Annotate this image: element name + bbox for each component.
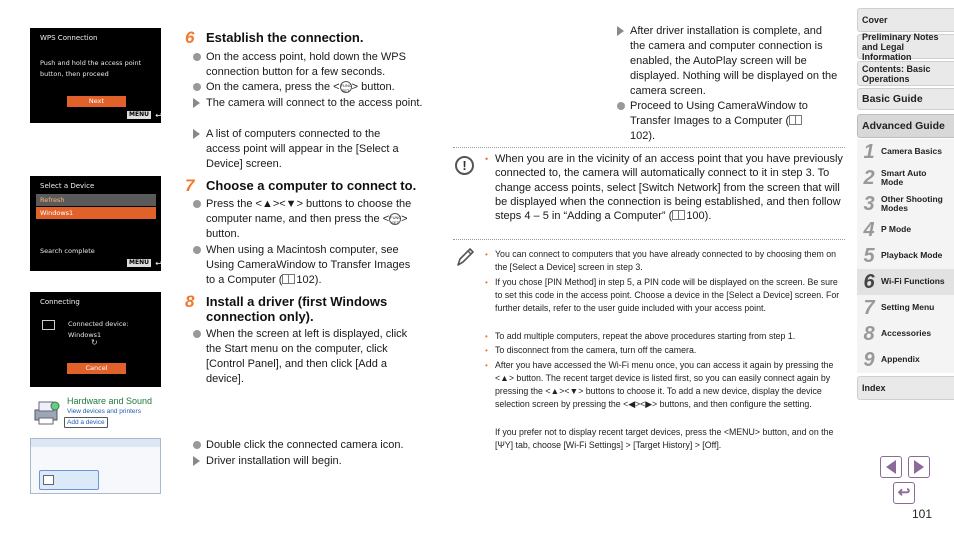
camera-row-refresh: Refresh bbox=[36, 194, 156, 206]
camera-screen-text: Push and hold the access point bbox=[40, 59, 142, 67]
arrow-left-icon bbox=[886, 460, 896, 474]
step-number: 6 bbox=[185, 28, 195, 47]
list-item: A list of computers connected to the access point will appear in the [Select a Device] screen. bbox=[193, 127, 413, 172]
nav-chapter-1[interactable]: 1 Camera Basics bbox=[857, 139, 954, 165]
camera-screen-connecting bbox=[30, 292, 161, 387]
camera-screen-title: WPS Connection bbox=[40, 34, 98, 42]
camera-screen-text: button, then proceed bbox=[40, 70, 109, 78]
list-item: Double click the connected camera icon. bbox=[193, 438, 423, 453]
chapter-number: 1 bbox=[863, 141, 875, 163]
bullet-icon: • bbox=[485, 250, 488, 259]
book-reference-icon bbox=[282, 274, 295, 284]
divider bbox=[453, 239, 845, 240]
page-reference[interactable]: 102 bbox=[630, 130, 649, 142]
caution-note: • When you are in the vicinity of an access point that you have previously connected to, the camera will automatically connect to it in step 3. To change access points, select [Switch Network] from the screen that will be displayed when the connection is being established, and then follow steps 4 – 5 in “Adding a Computer” ( 100). bbox=[485, 153, 843, 223]
step-number: 8 bbox=[185, 292, 195, 311]
result-arrow-icon bbox=[193, 96, 205, 113]
menu-button-label: MENU bbox=[129, 259, 149, 266]
note-item: If you prefer not to display recent target devices, press the <MENU> button, and on the [ΨΥ] tab, choose [Wi-Fi Settings] > [Target History] > [Off]. bbox=[495, 427, 834, 450]
camera-screen-title: Connecting bbox=[40, 298, 80, 306]
pencil-icon bbox=[455, 247, 475, 269]
note-item: • After you have accessed the Wi-Fi menu once, you can access it again by pressing the <▲> button. The recent target device is listed first, so you can easily connect again by pressing the <▲><▼> buttons to choose it. To add a new device, display the device selection screen by pressing the <◀><▶> buttons, and then configure the setting. bbox=[485, 360, 834, 409]
menu-button-label: MENU bbox=[129, 111, 149, 118]
step-title: Choose a computer to connect to. bbox=[206, 178, 417, 193]
nav-cover[interactable]: Cover bbox=[857, 8, 954, 32]
dialog-titlebar bbox=[31, 439, 160, 447]
chapter-number: 4 bbox=[863, 219, 875, 241]
camera-screen-text: Windows1 bbox=[68, 331, 102, 339]
camera-screen-text: Connected device: bbox=[68, 320, 129, 328]
add-device-dialog-image bbox=[30, 438, 161, 494]
control-panel-title: Hardware and Sound bbox=[67, 396, 153, 406]
next-page-button[interactable] bbox=[908, 456, 930, 478]
bullet-icon: • bbox=[485, 278, 488, 287]
book-reference-icon bbox=[789, 115, 802, 125]
page-number: 101 bbox=[912, 507, 933, 521]
camera-screen-wps bbox=[30, 28, 161, 123]
bullet-dot-icon bbox=[193, 50, 205, 66]
nav-chapter-7[interactable]: 7 Setting Menu bbox=[857, 295, 954, 321]
chapter-number: 5 bbox=[863, 245, 875, 267]
chapter-number: 6 bbox=[863, 271, 875, 293]
caution-icon: ! bbox=[455, 156, 474, 175]
dialog-text bbox=[31, 447, 160, 455]
nav-index[interactable]: Index bbox=[857, 376, 954, 400]
bullet-icon: • bbox=[485, 332, 488, 341]
bullet-dot-icon bbox=[617, 99, 629, 115]
nav-contents[interactable]: Contents: Basic Operations bbox=[857, 61, 954, 86]
nav-basic-guide[interactable]: Basic Guide bbox=[857, 88, 954, 110]
list-item: The camera will connect to the access point. bbox=[193, 96, 428, 111]
note-item: • You can connect to computers that you have already connected to by choosing them on the [Select a Device] screen in step 3. bbox=[485, 249, 837, 272]
list-item: On the camera, press the <FUNC SET > button. bbox=[193, 80, 428, 95]
nav-chapter-3[interactable]: 3 Other Shooting Modes bbox=[857, 191, 954, 217]
nav-chapter-9[interactable]: 9 Appendix bbox=[857, 347, 954, 373]
chapter-number: 2 bbox=[863, 167, 875, 189]
step-7-heading bbox=[185, 178, 416, 194]
control-panel-image bbox=[30, 395, 161, 431]
chapter-number: 9 bbox=[863, 349, 875, 371]
list-item: Press the <▲><▼> buttons to choose the computer name, and then press the <FUNC SET > button. bbox=[193, 197, 418, 242]
step-8-heading bbox=[185, 294, 425, 324]
func-set-button-icon: FUNC SET bbox=[390, 215, 402, 225]
step-6-heading bbox=[185, 30, 363, 46]
nav-chapter-4[interactable]: 4 P Mode bbox=[857, 217, 954, 243]
bullet-dot-icon bbox=[193, 80, 205, 96]
bullet-dot-icon bbox=[193, 327, 205, 343]
result-arrow-icon bbox=[193, 127, 205, 144]
bullet-dot-icon bbox=[193, 438, 205, 454]
bullet-icon: • bbox=[485, 346, 488, 355]
nav-chapter-8[interactable]: 8 Accessories bbox=[857, 321, 954, 347]
bullet-dot-icon bbox=[193, 243, 205, 259]
chapter-number: 3 bbox=[863, 193, 875, 215]
view-devices-link: View devices and printers bbox=[67, 408, 141, 415]
camera-device-icon bbox=[43, 475, 54, 485]
list-item: Driver installation will begin. bbox=[193, 454, 423, 469]
note-item: • To disconnect from the camera, turn off the camera. bbox=[485, 345, 697, 355]
back-arrow-icon: ↩ bbox=[155, 111, 162, 120]
bullet-icon: • bbox=[485, 154, 489, 164]
result-arrow-icon bbox=[617, 24, 629, 41]
list-item: On the access point, hold down the WPS connection button for a few seconds. bbox=[193, 50, 428, 80]
arrow-right-icon bbox=[914, 460, 924, 474]
note-item: • If you chose [PIN Method] in step 5, a PIN code will be displayed on the screen. Be sure to set this code in the access point. Choose a device in the [Select a Device] screen. For further details, refer to the user guide included with your access point. bbox=[485, 277, 840, 313]
loading-spinner-icon: ↻ bbox=[91, 338, 98, 347]
camera-row-device: Windows1 bbox=[36, 207, 156, 219]
step-number: 7 bbox=[185, 176, 195, 195]
camera-screen-status: Search complete bbox=[40, 247, 95, 255]
add-device-link: Add a device bbox=[64, 417, 108, 428]
bullet-icon: • bbox=[485, 361, 488, 370]
page-reference[interactable]: 102 bbox=[296, 274, 315, 286]
divider bbox=[453, 147, 845, 148]
func-set-button-icon: FUNC SET bbox=[340, 83, 352, 93]
camera-device-entry bbox=[39, 470, 99, 490]
nav-preliminary-notes[interactable]: Preliminary Notes and Legal Information bbox=[857, 34, 954, 59]
list-item: When using a Macintosh computer, see Using CameraWindow to Transfer Images to a Computer ( 102). bbox=[193, 243, 413, 288]
computer-icon bbox=[42, 320, 55, 330]
camera-screen-select-device bbox=[30, 176, 161, 271]
list-item: When the screen at left is displayed, click the Start menu on the computer, click [Control Panel], and then click [Add a device]. bbox=[193, 327, 423, 387]
page-reference[interactable]: 100 bbox=[686, 210, 705, 223]
camera-screen-title: Select a Device bbox=[40, 182, 95, 190]
printer-icon bbox=[32, 398, 62, 428]
nav-chapter-2[interactable]: 2 Smart Auto Mode bbox=[857, 165, 954, 191]
return-button[interactable] bbox=[893, 482, 915, 504]
list-item: Proceed to Using CameraWindow to Transfer Images to a Computer (102). bbox=[617, 99, 827, 144]
chapter-number: 8 bbox=[863, 323, 875, 345]
nav-chapter-6[interactable]: 6 Wi-Fi Functions bbox=[857, 269, 954, 295]
nav-advanced-guide[interactable]: Advanced Guide bbox=[857, 114, 954, 138]
back-arrow-icon: ↩ bbox=[155, 259, 162, 268]
previous-page-button[interactable] bbox=[880, 456, 902, 478]
nav-chapter-5[interactable]: 5 Playback Mode bbox=[857, 243, 954, 269]
note-item: • To add multiple computers, repeat the above procedures starting from step 1. bbox=[485, 331, 796, 341]
book-reference-icon bbox=[672, 210, 685, 220]
step-title: Establish the connection. bbox=[206, 30, 364, 45]
camera-cancel-button: Cancel bbox=[67, 363, 126, 374]
chapter-number: 7 bbox=[863, 297, 875, 319]
step-title: Install a driver (first Windows connection only). bbox=[206, 294, 388, 324]
result-arrow-icon bbox=[193, 454, 205, 471]
list-item: After driver installation is complete, and the camera and computer connection is enabled, the AutoPlay screen will be displayed. Nothing will be displayed on the camera screen. bbox=[617, 24, 839, 99]
camera-next-button: Next bbox=[67, 96, 126, 107]
bullet-dot-icon bbox=[193, 197, 205, 213]
return-arrow-icon: ↩ bbox=[897, 484, 911, 501]
